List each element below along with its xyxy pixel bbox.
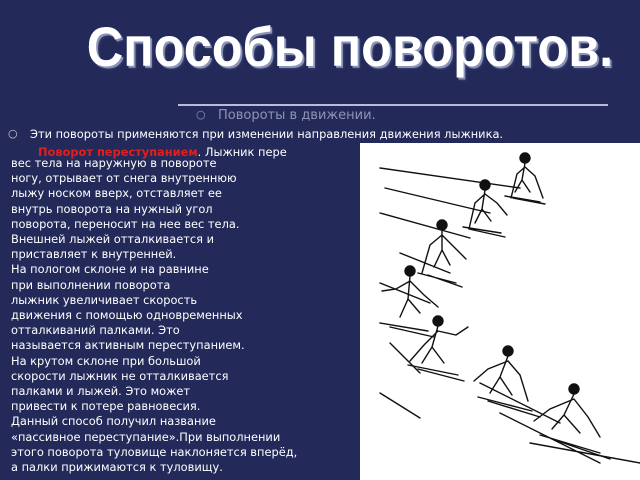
heading-rest: . Лыжник пере (197, 145, 287, 159)
skier-drawing (360, 143, 640, 480)
title-divider (178, 104, 608, 106)
slide-title: Способы поворотов. (86, 15, 614, 78)
intro-text: Эти повороты применяются при изменении направления движения лыжника. (30, 127, 504, 141)
skier-sequence-illustration (360, 143, 640, 480)
subtitle: Повороты в движении. (218, 108, 376, 123)
bullet-icon: ○ (8, 127, 18, 140)
bullet-icon: ○ (196, 108, 206, 121)
body-text: вес тела на наружную в повороте ногу, отрывает от снега внутреннюю лыжу носком вверх, отставляет ее внутрь поворота на нужный угол поворота, переносит на нее вес тела. Внешней лыжей отталкивается и приставляет к внутренней. На пологом склоне и на равнине при выполнении поворота лыжник увеличивает скорость движения с помощью одновременных отталкиваний палками. Это называется активным переступанием. На крутом склоне при большой скорости лыжник не отталкивается палками и лыжей. Это может привести к потере равновесия. Данный способ получил название «пассивное переступание».При выполнении этого поворота туловище наклоняется вперёд, а палки прижимаются к туловищу. (11, 156, 298, 475)
heading-highlight: Поворот переступанием (38, 145, 198, 159)
